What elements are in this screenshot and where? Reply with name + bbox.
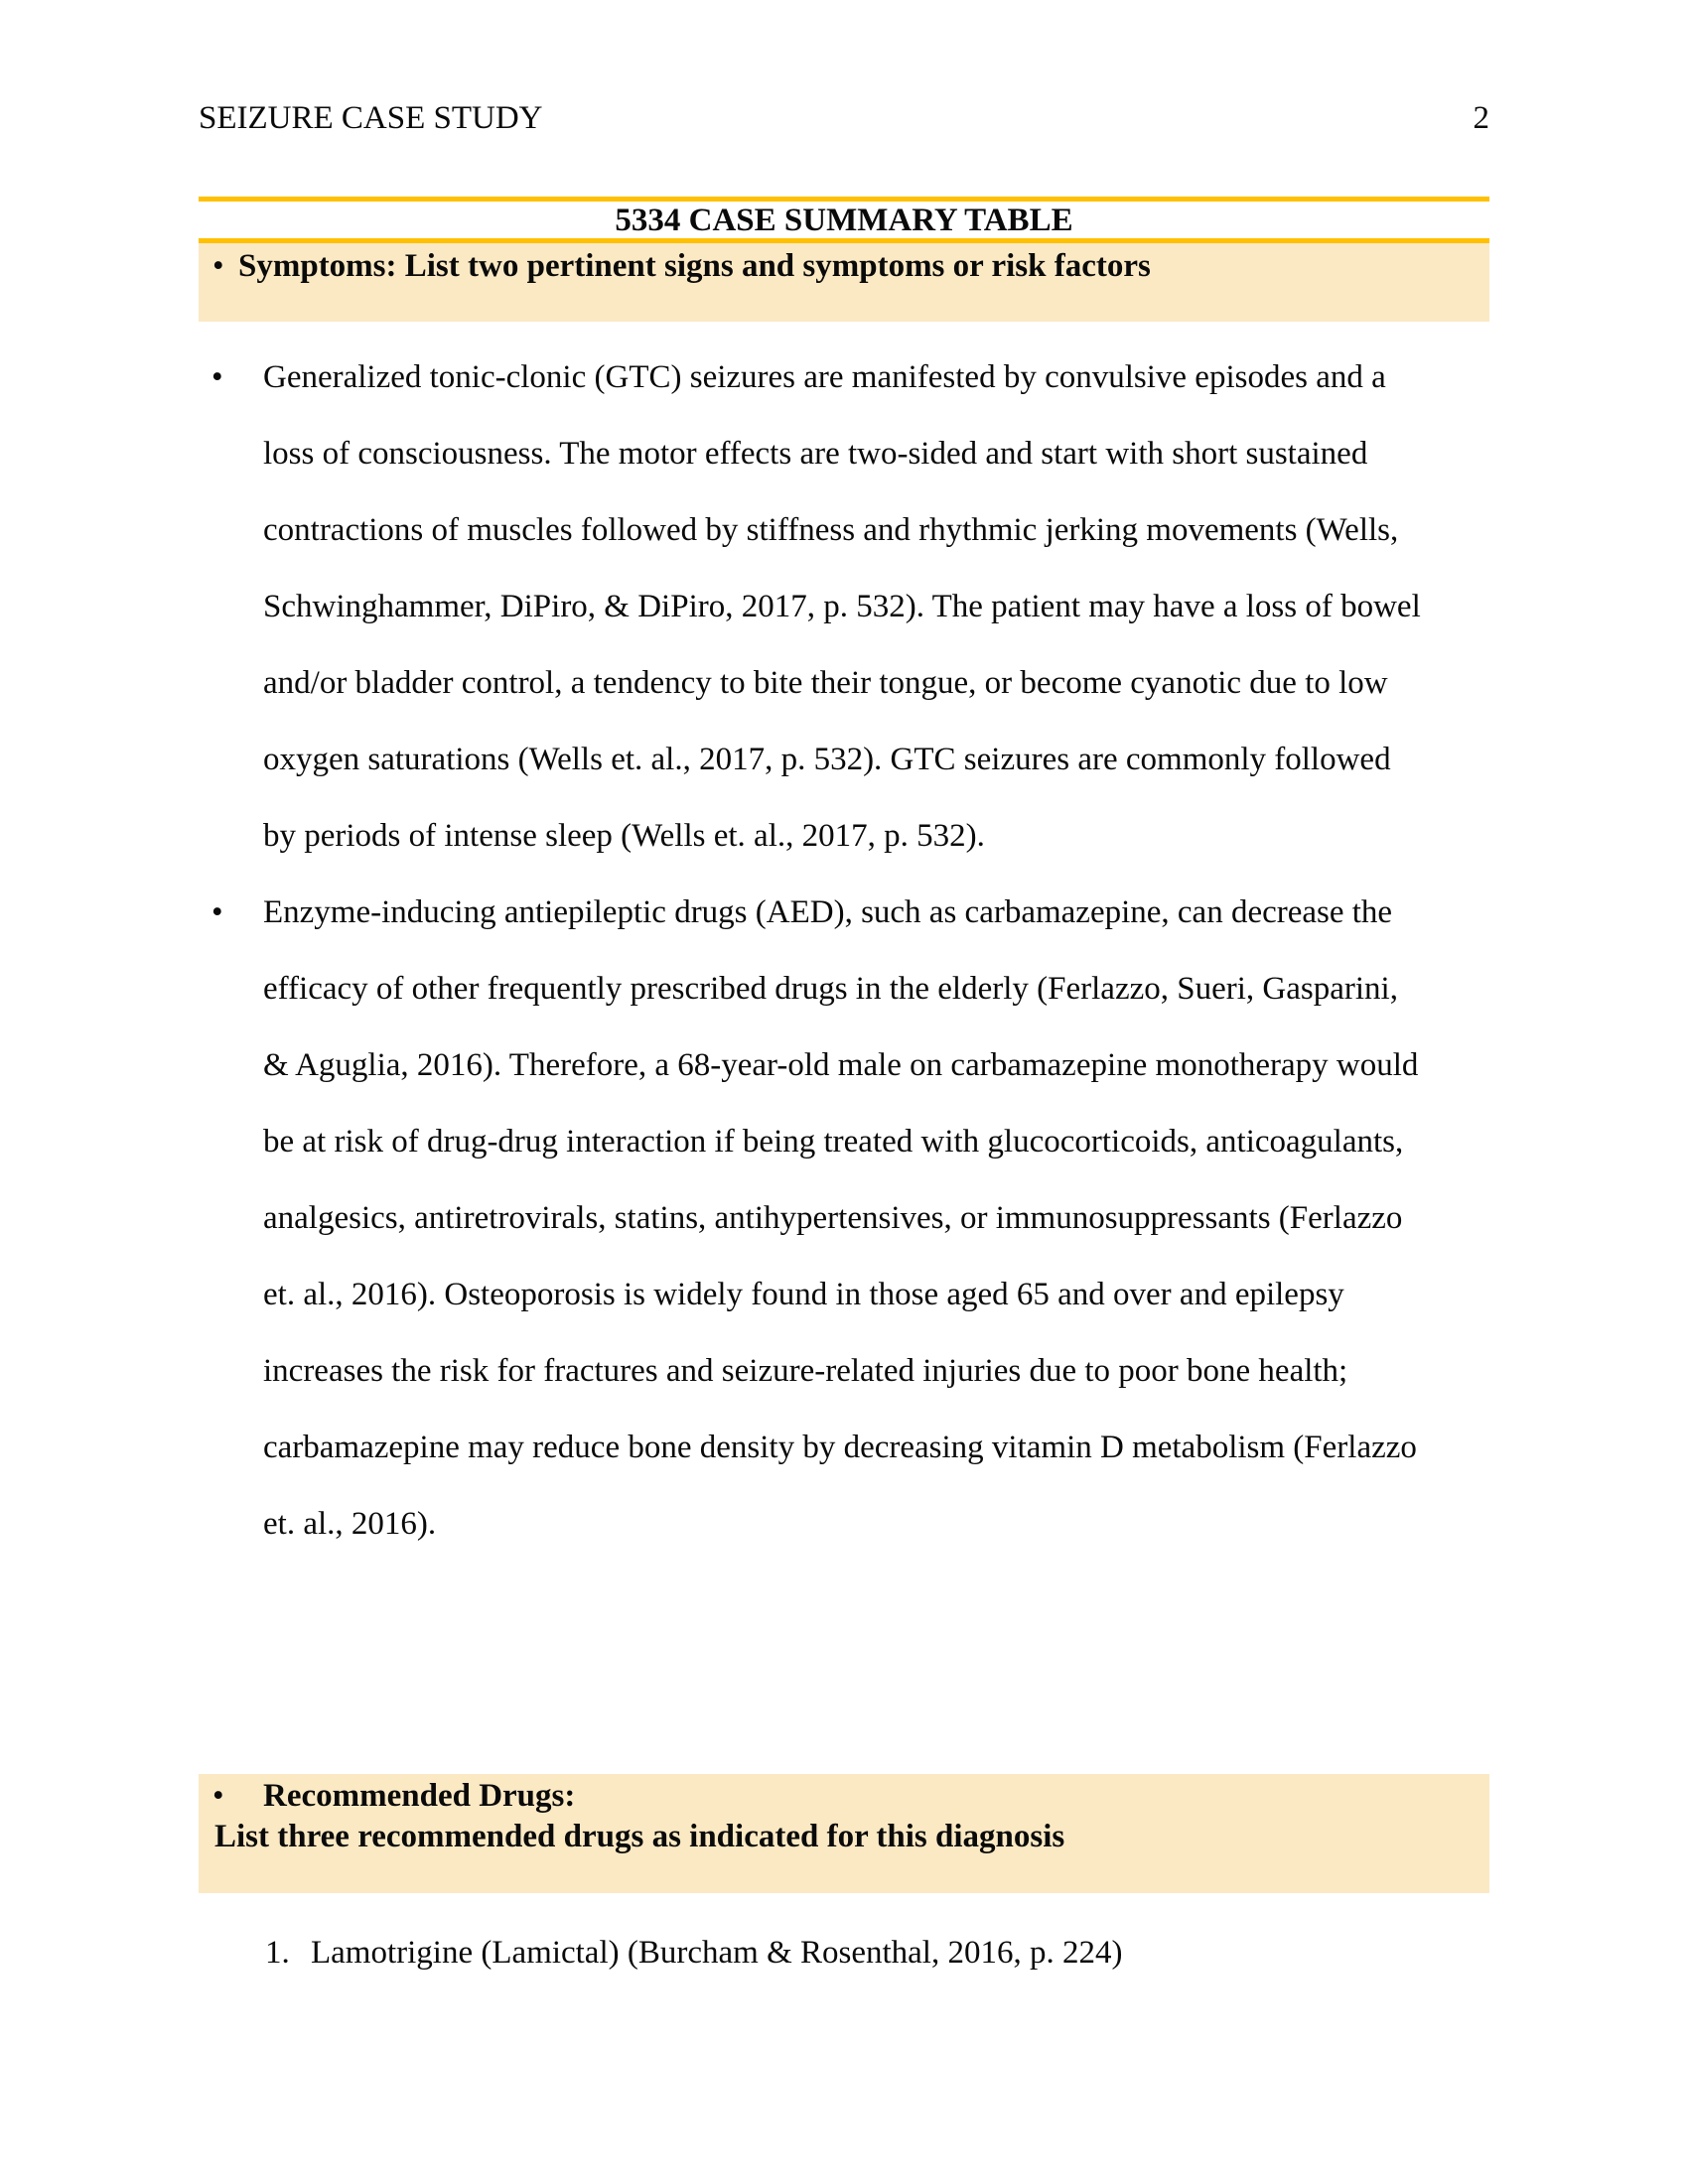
bullet-icon: • [212, 248, 224, 284]
recommended-drugs-row [199, 1774, 1489, 1893]
body-line: contractions of muscles followed by stiffness and rhythmic jerking movements (Wells, [263, 512, 1399, 548]
body-line: et. al., 2016). [263, 1506, 437, 1542]
running-head: SEIZURE CASE STUDY [199, 100, 543, 136]
body-line: et. al., 2016). Osteoporosis is widely found in those aged 65 and over and epilepsy [263, 1277, 1344, 1312]
body-bullet-list [263, 340, 1514, 1563]
bullet-icon: • [211, 894, 223, 930]
body-line: efficacy of other frequently prescribed drugs in the elderly (Ferlazzo, Sueri, Gasparini, [263, 971, 1398, 1007]
body-line: carbamazepine may reduce bone density by decreasing vitamin D metabolism (Ferlazzo [263, 1430, 1417, 1465]
body-line: and/or bladder control, a tendency to bite their tongue, or become cyanotic due to low [263, 665, 1388, 701]
bullet-icon: • [211, 359, 223, 395]
body-line: by periods of intense sleep (Wells et. al., 2017, p. 532). [263, 818, 985, 854]
recommended-drugs-subtitle: List three recommended drugs as indicated for this diagnosis [214, 1819, 1065, 1854]
body-line: be at risk of drug-drug interaction if being treated with glucocorticoids, anticoagulants, [263, 1124, 1404, 1160]
item-text: Lamotrigine (Lamictal) (Burcham & Rosenthal, 2016, p. 224) [311, 1935, 1123, 1971]
item-number: 1. [265, 1935, 290, 1971]
symptoms-header-row [199, 243, 1489, 322]
body-line: increases the risk for fractures and seizure-related injuries due to poor bone health; [263, 1353, 1348, 1389]
symptoms-header-label: Symptoms: List two pertinent signs and symptoms or risk factors [238, 248, 1151, 284]
body-line: & Aguglia, 2016). Therefore, a 68-year-old male on carbamazepine monotherapy would [263, 1047, 1419, 1083]
recommended-drugs-label: Recommended Drugs: [263, 1778, 576, 1814]
table-title: 5334 CASE SUMMARY TABLE [199, 202, 1489, 243]
body-line: loss of consciousness. The motor effects are two-sided and start with short sustained [263, 436, 1368, 472]
case-summary-table [199, 197, 1489, 322]
page-number: 2 [1473, 100, 1489, 136]
body-line: oxygen saturations (Wells et. al., 2017, p. 532). GTC seizures are commonly followed [263, 742, 1391, 777]
body-line: Generalized tonic-clonic (GTC) seizures are manifested by convulsive episodes and a [263, 359, 1386, 395]
page-header [199, 98, 1489, 138]
bullet-icon: • [212, 1778, 224, 1814]
body-line: Schwinghammer, DiPiro, & DiPiro, 2017, p. 532). The patient may have a loss of bowel [263, 589, 1421, 624]
body-line: Enzyme-inducing antiepileptic drugs (AED), such as carbamazepine, can decrease the [263, 894, 1393, 930]
body-line: analgesics, antiretrovirals, statins, antihypertensives, or immunosuppressants (Ferlazzo [263, 1200, 1403, 1236]
